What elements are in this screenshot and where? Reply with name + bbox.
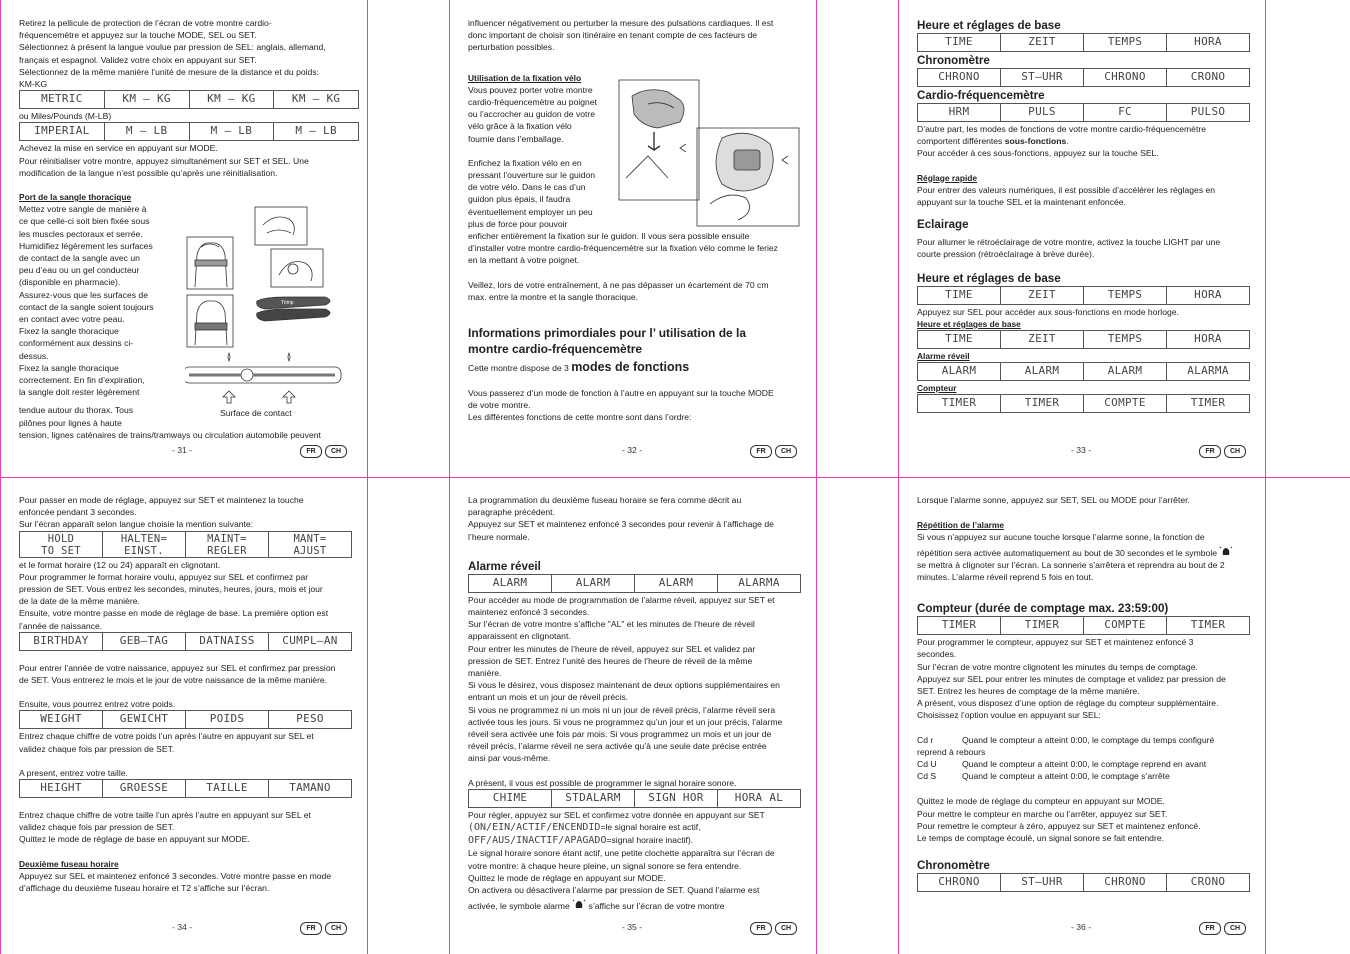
lcd-cell: PULSO — [1190, 105, 1226, 118]
lcd-cell: CUMPL–AN — [282, 633, 338, 647]
text-line: A présent, vous disposez d’une option de réglage du compteur supplémentaire. — [917, 698, 1219, 709]
lcd-cell: HORA — [1194, 332, 1222, 346]
text-line: Appuyez sur SET et maintenez enfoncé 3 secondes pour revenir à l’affichage de — [468, 519, 774, 530]
text-line: d’installer votre montre cardio-fréquencemètre sur la fixation vélo comme le feriez — [468, 243, 778, 254]
text-line: Pour accéder au mode de programmation de l’alarme réveil, appuyez sur SET et — [468, 594, 775, 605]
text-line: Entrez chaque chiffre de votre poids l’un après l’autre en appuyant sur SEL et — [19, 731, 314, 742]
text-line: conformément aux dessins ci- — [19, 338, 134, 349]
lcd-cell: GEWICHT — [103, 711, 186, 728]
text-line: ainsi par vous-même. — [468, 753, 551, 764]
lcd-cell: ZEIT — [1001, 331, 1084, 348]
text-line: =le signal horaire est actif, — [600, 822, 701, 833]
lcd-cell: ALARM — [918, 363, 1001, 380]
lcd-cell: COMPTE — [1084, 617, 1167, 634]
lcd-hold-to-set — [19, 531, 352, 558]
lcd-time — [917, 33, 1250, 52]
lcd-cell: ALARM — [1084, 363, 1167, 380]
text-line: réveil précis, l’alarme réveil ne sera activée qu’à une seule date précise entrée — [468, 741, 767, 752]
text-line: tension, lignes caténaires de trains/tramways ou circulation automobile peuvent — [19, 429, 321, 440]
badge-fr: FR — [750, 922, 772, 935]
lcd-cell: PESO — [296, 712, 324, 726]
text-line: de la date de la même manière. — [19, 596, 140, 607]
text-line: Fixez la sangle thoracique — [19, 362, 119, 373]
text-line: en contact avec votre peau. — [19, 314, 125, 325]
lcd-cell: M – LB — [105, 123, 190, 140]
lcd-cell: TAILLE — [186, 780, 269, 797]
text-line: Pour entrer l’année de votre naissance, appuyez sur SEL et confirmez par pression — [19, 662, 336, 673]
lcd-cell: GROESSE — [103, 780, 186, 797]
lcd-cell: TIME — [918, 34, 1001, 51]
text-line: Vous pouvez porter votre montre — [468, 84, 593, 95]
text-line: fournie dans l’emballage. — [468, 133, 564, 144]
text-line: Pour régler, appuyez sur SEL et confirmez votre donnée en appuyant sur SET — [468, 809, 765, 820]
section-subtitle: Utilisation de la fixation vélo — [468, 72, 582, 83]
lcd-cell: CRONO — [1190, 70, 1226, 83]
text-line: Pour programmer le format horaire voulu, appuyez sur SEL et confirmez par — [19, 571, 309, 582]
text-line: Pour réinitialiser votre montre, appuyez simultanément sur SET et SEL. Une — [19, 155, 309, 166]
text-line: La programmation du deuxième fuseau horaire se fera comme décrit au — [468, 495, 742, 505]
lcd-cell: IMPERIAL — [20, 123, 105, 140]
page-number: - 33 - — [1071, 445, 1092, 455]
lcd-cell: ALARM — [635, 575, 718, 592]
text-line: Pour mettre le compteur en marche ou l’arrêter, appuyez sur SET. — [917, 808, 1168, 819]
section-subtitle: Compteur — [917, 383, 957, 394]
badge-fr: FR — [300, 445, 322, 458]
language-badges — [300, 445, 347, 458]
text-line: pression de SET. Vous entrez les secondes, minutes, heures, jours, mois et jour — [19, 584, 323, 595]
lcd-height — [19, 779, 352, 798]
option-key: Cd S — [917, 771, 937, 782]
text-line: enfoncée pendant 3 secondes. — [19, 507, 137, 518]
lcd-cell: POIDS — [186, 711, 269, 728]
section-title: Alarme réveil — [468, 559, 541, 573]
badge-ch: CH — [1224, 922, 1246, 935]
text-line: l’heure normale. — [468, 531, 530, 542]
lcd-cell: M – LB — [295, 124, 337, 138]
text-line: Ensuite, votre montre passe en mode de réglage de base. La première option est — [19, 608, 329, 619]
text-line: Sur l’écran de votre montre s’affiche "AL" et les minutes de l’heure de réveil — [468, 619, 755, 630]
section-subtitle: Alarme réveil — [917, 351, 970, 362]
text-line: Pour entrer les minutes de l’heure de réveil, appuyez sur SEL et validez par — [468, 643, 756, 654]
text-line: validez chaque fois par pression de SET. — [19, 743, 175, 754]
text-line: de votre montre. — [468, 400, 531, 411]
text-line: appuyant sur la touche SEL et la maintenant enfoncée. — [917, 197, 1126, 208]
emphasis: sous-fonctions — [1004, 136, 1067, 147]
lcd-inline-text: (ON/EIN/ACTIF/ENCENDID — [468, 822, 601, 834]
text-line: d’affichage du deuxième fuseau horaire et T2 s’affiche sur l’écran. — [19, 883, 270, 894]
section-title: Heure et réglages de base — [917, 19, 1061, 32]
modes-heading: modes de fonctions — [571, 360, 690, 375]
badge-fr: FR — [750, 445, 772, 458]
text-line: éventuellement employer un peu — [468, 206, 593, 217]
text-line: guidon plus épais, il faudra — [468, 194, 571, 205]
text-line: Mettez votre sangle de manière à — [19, 204, 147, 215]
lcd-cell: ALARM — [1001, 363, 1084, 380]
badge-fr: FR — [1199, 445, 1221, 458]
text-line: Pour programmer le compteur, appuyez sur SET et maintenez enfoncé 3 — [917, 637, 1194, 648]
lcd-cell: FC — [1084, 104, 1167, 121]
lcd-cell: CHRONO — [1084, 874, 1167, 891]
option-cd-r — [917, 734, 1250, 746]
option-cd-u — [917, 758, 1250, 770]
option-desc: Quand le compteur a atteint 0:00, le comptage reprend en avant — [962, 759, 1207, 770]
text-line: Sur l’écran apparaît selon langue choisie la mention suivante: — [19, 519, 254, 530]
page-36 — [917, 494, 1250, 893]
language-badges — [750, 922, 797, 935]
text-line: votre montre: à chaque heure pleine, un signal sonore se fera entendre. — [468, 860, 742, 871]
text-line: correctement. En fin d’expiration, — [19, 375, 145, 386]
lcd-cell: KM – KG — [291, 92, 341, 106]
text-line: activée tous les jours. Si vous ne programmez qu’un jour et un jour précis, l’alarme — [468, 716, 783, 727]
lcd-cell: TIMER — [1190, 618, 1226, 632]
lcd-timer — [917, 394, 1250, 413]
text-line: français et espagnol. Validez votre choix en appuyant sur SET. — [19, 54, 257, 65]
text-line: ce que celle-ci soit bien fixée sous — [19, 216, 150, 227]
lcd-cell: KM – KG — [105, 91, 190, 108]
lcd-chrono — [917, 68, 1250, 87]
text-line: . — [1066, 136, 1069, 147]
section-subtitle: Répétition de l’alarme — [917, 520, 1005, 531]
badge-fr: FR — [1199, 922, 1221, 935]
text-line: Pour allumer le rétroéclairage de votre montre, activez la touche LIGHT par une — [917, 237, 1221, 248]
lcd-chime — [468, 789, 801, 808]
text-line: pilônes pour lignes à haute — [19, 417, 122, 428]
text-line: Les différentes fonctions de cette montre sont dans l’ordre: — [468, 412, 692, 423]
lcd-cell: TIMER — [918, 617, 1001, 634]
text-line: Sélectionnez à présent la langue voulue par pression de SEL: anglais, allemand, — [19, 42, 326, 53]
lcd-cell: TEMPS — [1084, 331, 1167, 348]
badge-ch: CH — [325, 922, 347, 935]
text-line: reprend à rebours — [917, 746, 986, 757]
lcd-cell: TAMANO — [289, 781, 331, 795]
lcd-cell: TEMPS — [1084, 287, 1167, 304]
page-35 — [468, 494, 801, 912]
section-title: Chronomètre — [917, 54, 990, 67]
text-line: fréquencemètre et appuyez sur la touche MODE, SEL ou SET. — [19, 30, 257, 41]
text-line: Pour entrer des valeurs numériques, il est possible d’accélérer les réglages en — [917, 184, 1216, 195]
lcd-hrm — [917, 103, 1250, 122]
lcd-cell: METRIC — [20, 91, 105, 108]
lcd-cell: ALARMA — [738, 575, 780, 589]
text-line: Cette montre dispose de 3 — [468, 363, 572, 374]
text-line: SET. Entrez les heures de comptage de la même manière. — [917, 686, 1140, 697]
lcd-cell: GEB–TAG — [103, 633, 186, 650]
text-line: manière. — [468, 668, 502, 679]
lcd-cell: HOLD TO SET — [20, 532, 103, 557]
section-subtitle: Deuxième fuseau horaire — [19, 858, 119, 869]
text-line: influencer négativement ou perturber la mesure des pulsations cardiaques. Il est — [468, 18, 774, 28]
section-title: Cardio-fréquencemètre — [917, 89, 1045, 102]
text-line: Lorsque l’alarme sonne, appuyez sur SET, SEL ou MODE pour l’arrêter. — [917, 495, 1190, 505]
badge-ch: CH — [1224, 445, 1246, 458]
page-number: - 36 - — [1071, 922, 1092, 932]
text-line: Choisissez l’option voulue en appuyant sur SEL: — [917, 710, 1101, 721]
page-number: - 31 - — [172, 445, 193, 455]
lcd-imperial — [19, 122, 359, 141]
text-line: s’affiche sur l’écran de votre montre — [588, 901, 725, 912]
text-line: les muscles pectoraux et serrée. — [19, 228, 143, 239]
text-line: Le temps de comptage écoulé, un signal sonore se fait entendre. — [917, 833, 1164, 844]
text-line: ou l’accrocher au guidon de votre — [468, 109, 596, 120]
lcd-alarm — [468, 574, 801, 593]
text-line: Ensuite, vous pourrez entrez votre poids. — [19, 699, 176, 710]
lcd-cell: ST–UHR — [1001, 874, 1084, 891]
text-line: Quittez le mode de réglage de base en appuyant sur MODE. — [19, 834, 250, 845]
option-key: Cd U — [917, 759, 937, 770]
page-33 — [917, 18, 1250, 414]
chest-strap-illustration — [185, 205, 345, 420]
option-desc: Quand le compteur a atteint 0:00, le comptage s’arrête — [962, 771, 1170, 782]
text-line: l’année de naissance. — [19, 620, 103, 631]
section-subtitle: Réglage rapide — [917, 172, 978, 183]
lcd-cell: CHRONO — [918, 874, 1001, 891]
section-title: Chronomètre — [917, 859, 990, 873]
lcd-cell: HRM — [918, 104, 1001, 121]
lcd-cell: M – LB — [190, 123, 275, 140]
text-line: pressant l’ouverture sur le guidon — [468, 170, 596, 181]
text-line: paragraphe précédent. — [468, 507, 555, 518]
text-line: Vous passerez d’un mode de fonction à l’autre en appuyant sur la touche MODE — [468, 388, 774, 399]
lcd-cell: MANT= AJUST — [293, 532, 327, 557]
text-line: Quittez le mode de réglage du compteur en appuyant sur MODE. — [917, 796, 1165, 807]
lcd-cell: ZEIT — [1001, 287, 1084, 304]
text-line: contact de la sangle soient toujours — [19, 301, 154, 312]
section-title: Heure et réglages de base — [917, 271, 1061, 285]
lcd-cell: COMPTE — [1084, 395, 1167, 412]
text-line: secondes. — [917, 649, 957, 660]
lcd-cell: ALARM — [552, 575, 635, 592]
lcd-chrono — [917, 873, 1250, 892]
text-line: et le format horaire (12 ou 24) apparaît en clignotant. — [19, 559, 221, 570]
text-line: Sélectionnez de la même manière l’unité de mesure de la distance et du poids: — [19, 66, 320, 77]
section-title: Informations primordiales pour l’ utilisation de la — [468, 326, 747, 341]
section-title: montre cardio-fréquencemètre — [468, 342, 643, 357]
lcd-cell: ST–UHR — [1001, 69, 1084, 86]
lcd-cell: DATNAISS — [186, 633, 269, 650]
lcd-cell: CHRONO — [1084, 69, 1167, 86]
text-line: validez chaque fois par pression de SET. — [19, 822, 175, 833]
text-line: comportent différentes — [917, 136, 1005, 147]
lcd-weight — [19, 710, 352, 729]
badge-ch: CH — [775, 922, 797, 935]
lcd-cell: MAINT= REGLER — [186, 532, 269, 557]
lcd-alarm — [917, 362, 1250, 381]
section-title: Eclairage — [917, 218, 969, 232]
text-line: de SET. Vous entrerez le mois et le jour de votre naissance de la même manière. — [19, 675, 328, 686]
text-line: Humidifiez légèrement les surfaces — [19, 240, 153, 251]
section-title: Compteur (durée de comptage max. 23:59:00) — [917, 602, 1169, 616]
language-badges — [300, 922, 347, 935]
lcd-birthday — [19, 632, 352, 651]
lcd-cell: BIRTHDAY — [20, 633, 103, 650]
bike-mount-illustration — [618, 78, 800, 228]
option-cd-s — [917, 770, 1250, 782]
text-line: Fixez la sangle thoracique — [19, 326, 119, 337]
option-key: Cd r — [917, 734, 934, 745]
lcd-cell: TIME — [918, 287, 1001, 304]
svg-text:Trimp: Trimp — [281, 300, 294, 306]
text-line: Sur l’écran de votre montre clignotent les minutes du temps de comptage. — [917, 661, 1198, 672]
lcd-cell: KM – KG — [190, 91, 275, 108]
text-line: la sangle doit rester légèrement — [19, 387, 140, 398]
text-line: Assurez-vous que les surfaces de — [19, 289, 148, 300]
text-line: Si vous n’appuyez sur aucune touche lorsque l’alarme sonne, la fonction de — [917, 532, 1205, 543]
text-line: se mettra à clignoter sur l’écran. La sonnerie s’arrêtera et reprendra au bout de 2 — [917, 559, 1225, 570]
text-line: de contact de la sangle avec un — [19, 253, 140, 264]
lcd-cell: TIMER — [918, 395, 1001, 412]
text-line: Pour accéder à ces sous-fonctions, appuyez sur la touche SEL. — [917, 148, 1159, 159]
text-line: dessus. — [19, 350, 49, 361]
lcd-cell: TIMER — [1001, 395, 1084, 412]
text-line: Achevez la mise en service en appuyant sur MODE. — [19, 143, 218, 154]
text-line: Pour passer en mode de réglage, appuyez sur SET et maintenez la touche — [19, 495, 304, 505]
lcd-cell: HALTEN= EINST. — [103, 532, 186, 557]
page-number: - 35 - — [622, 922, 643, 932]
text-line: KM-KG — [19, 79, 48, 90]
text-line: A present, entrez votre taille. — [19, 767, 128, 778]
contact-surface-label: Surface de contact — [220, 408, 292, 418]
text-line: tendue autour du thorax. Tous — [19, 405, 134, 416]
lcd-cell: PULS — [1001, 104, 1084, 121]
lcd-cell: CHIME — [469, 790, 552, 807]
text-line: (disponible en pharmacie). — [19, 277, 121, 288]
text-line: perturbation possibles. — [468, 42, 555, 53]
lcd-cell: CRONO — [1190, 875, 1226, 889]
text-line: Retirez la pellicule de protection de l’écran de votre montre cardio- — [19, 18, 272, 28]
text-line: apparaissent en clignotant. — [468, 631, 571, 642]
text-line: peu d’eau ou un gel conducteur — [19, 265, 140, 276]
lcd-cell: HORA AL — [734, 790, 784, 804]
text-line: A présent, il vous est possible de programmer le signal horaire sonore. — [468, 777, 737, 788]
text-line: Le signal horaire sonore étant actif, une petite clochette apparaîtra sur l’écran de — [468, 848, 775, 859]
text-line: D’autre part, les modes de fonctions de votre montre cardio-fréquencemètre — [917, 124, 1206, 134]
lcd-cell: STDALARM — [552, 790, 635, 807]
page-number: - 34 - — [172, 922, 193, 932]
text-line: minutes. L’alarme réveil reprend 5 fois en tout. — [917, 572, 1094, 583]
lcd-cell: SIGN HOR — [635, 790, 718, 807]
text-line: modification de la langue n’est possible qu’après une réinitialisation. — [19, 167, 278, 178]
language-badges — [1199, 445, 1246, 458]
alarm-bell-icon — [572, 899, 586, 910]
text-line: cardio-fréquencemètre au poignet — [468, 97, 597, 108]
alarm-bell-icon — [1219, 546, 1233, 557]
text-line: Appuyez sur SEL pour entrer les minutes de comptage et validez par pression de — [917, 673, 1226, 684]
language-badges — [1199, 922, 1246, 935]
section-subtitle: Port de la sangle thoracique — [19, 192, 132, 203]
lcd-cell: TIME — [918, 331, 1001, 348]
text-line: vélo grâce à la fixation vélo — [468, 121, 572, 132]
lcd-cell: HORA — [1194, 287, 1222, 301]
text-line: Veillez, lors de votre entraînement, à ne pas dépasser un écartement de 70 cm — [468, 279, 769, 290]
text-line: activée, le symbole alarme — [468, 901, 570, 912]
page-34 — [19, 494, 352, 894]
text-line: Appuyez sur SEL et maintenez enfoncé 3 secondes. Votre montre passe en mode — [19, 870, 332, 881]
text-line: On activera ou désactivera l’alarme par pression de SET. Quand l’alarme est — [468, 885, 760, 896]
text-line: maintenez enfoncé 3 secondes. — [468, 607, 590, 618]
lcd-time — [917, 286, 1250, 305]
text-line: enficher entièrement la fixation sur le guidon. Il vous sera possible ensuite — [468, 231, 750, 242]
badge-ch: CH — [775, 445, 797, 458]
lcd-cell: WEIGHT — [20, 711, 103, 728]
text-line: Appuyez sur SEL pour accéder aux sous-fonctions en mode horloge. — [917, 306, 1179, 317]
text-line: Entrez chaque chiffre de votre taille l’un après l’autre en appuyant sur SEL et — [19, 810, 311, 821]
page-number: - 32 - — [622, 445, 643, 455]
text-line: ou Miles/Pounds (M-LB) — [19, 111, 112, 122]
text-line: courte pression (rétroéclairage à brève durée). — [917, 249, 1095, 260]
text-line: Enfichez la fixation vélo en en — [468, 157, 582, 168]
badge-ch: CH — [325, 445, 347, 458]
text-line: plus de force pour pouvoir — [468, 218, 568, 229]
lcd-cell: TIMER — [1190, 396, 1226, 410]
lcd-cell: ALARM — [469, 575, 552, 592]
text-line: entrant un mois et un jour de réveil précis. — [468, 692, 629, 703]
option-desc: Quand le compteur a atteint 0:00, le comptage du temps configuré — [962, 734, 1215, 745]
lcd-cell: HEIGHT — [20, 780, 103, 797]
lcd-cell: TEMPS — [1084, 34, 1167, 51]
text-line: =signal horaire inactif). — [606, 835, 694, 846]
lcd-cell: HORA — [1194, 35, 1222, 48]
text-line: Si vous le désirez, vous disposez maintenant de deux options supplémentaires en — [468, 680, 780, 691]
text-line: donc important de choisir son itinéraire en tenant compte de ces facteurs de — [468, 30, 758, 41]
lcd-cell: ZEIT — [1001, 34, 1084, 51]
text-line: Si vous ne programmez ni un mois ni un jour de réveil précis, l’alarme réveil sera — [468, 704, 776, 715]
text-line: Quittez le mode de réglage en appuyant sur MODE. — [468, 872, 666, 883]
text-line: en la mettant à votre poignet. — [468, 255, 580, 266]
text-line: pression de SET. Entrez l’unité des heures de l’heure de réveil de la même — [468, 655, 753, 666]
lcd-time — [917, 330, 1250, 349]
text-line: répétition sera activée automatiquement au bout de 30 secondes et le symbole — [917, 547, 1218, 558]
text-line: réveil sera activée une fois par mois. Si vous programmez un mois et un jour de — [468, 729, 772, 740]
text-line: max. entre la montre et la sangle thoracique. — [468, 291, 639, 302]
page-divider — [0, 477, 1350, 478]
text-line: de votre vélo. Dans le cas d’un — [468, 182, 586, 193]
lcd-timer — [917, 616, 1250, 635]
lcd-cell: TIMER — [1001, 617, 1084, 634]
lcd-cell: ALARMA — [1187, 364, 1229, 378]
lcd-cell: CHRONO — [918, 69, 1001, 86]
lcd-inline-text: OFF/AUS/INACTIF/APAGADO — [468, 835, 607, 847]
section-subtitle: Heure et réglages de base — [917, 318, 1021, 329]
lcd-metric — [19, 90, 359, 109]
badge-fr: FR — [300, 922, 322, 935]
text-line: Pour remettre le compteur à zéro, appuyez sur SET et maintenez enfoncé. — [917, 820, 1201, 831]
language-badges — [750, 445, 797, 458]
